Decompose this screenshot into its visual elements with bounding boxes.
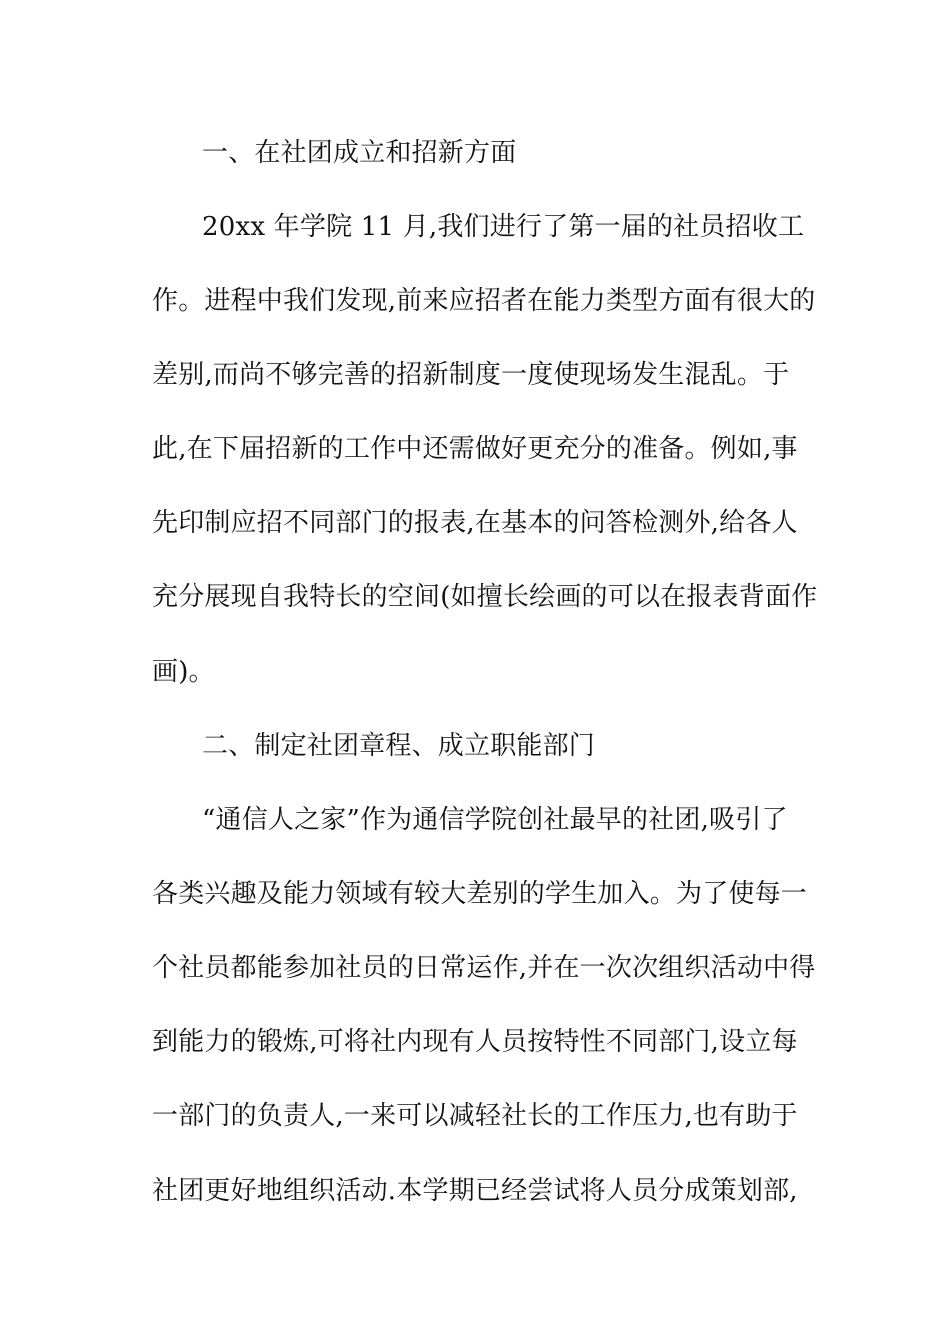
paragraph-line: 先印制应招不同部门的报表,在基本的问答检测外,给各人 xyxy=(152,508,798,538)
paragraph-line: 各类兴趣及能力领域有较大差别的学生加入。为了使每一 xyxy=(152,879,808,909)
paragraph-line: 社团更好地组织活动.本学期已经尝试将人员分成策划部, xyxy=(152,1176,798,1206)
paragraph-line: “通信人之家”作为通信学院创社最早的社团,吸引了 xyxy=(202,805,788,835)
paragraph-line: 个社员都能参加社员的日常运作,并在一次次组织活动中得 xyxy=(152,953,816,983)
paragraph-line: 到能力的锻炼,可将社内现有人员按特性不同部门,设立每 xyxy=(152,1027,798,1057)
paragraph-line: 20xx 年学院 11 月,我们进行了第一届的社员招收工 xyxy=(202,212,805,242)
section-heading-1: 一、在社团成立和招新方面 xyxy=(202,138,517,168)
paragraph-line: 作。进程中我们发现,前来应招者在能力类型方面有很大的 xyxy=(152,286,816,316)
paragraph-line: 此,在下届招新的工作中还需做好更充分的准备。例如,事 xyxy=(152,434,798,464)
paragraph-line: 差别,而尚不够完善的招新制度一度使现场发生混乱。于 xyxy=(152,360,790,390)
paragraph-line: 画)。 xyxy=(152,657,215,687)
paragraph-line: 充分展现自我特长的空间(如擅长绘画的可以在报表背面作 xyxy=(152,582,818,612)
paragraph-line: 一部门的负责人,一来可以减轻社长的工作压力,也有助于 xyxy=(152,1101,798,1131)
section-heading-2: 二、制定社团章程、成立职能部门 xyxy=(202,731,596,761)
